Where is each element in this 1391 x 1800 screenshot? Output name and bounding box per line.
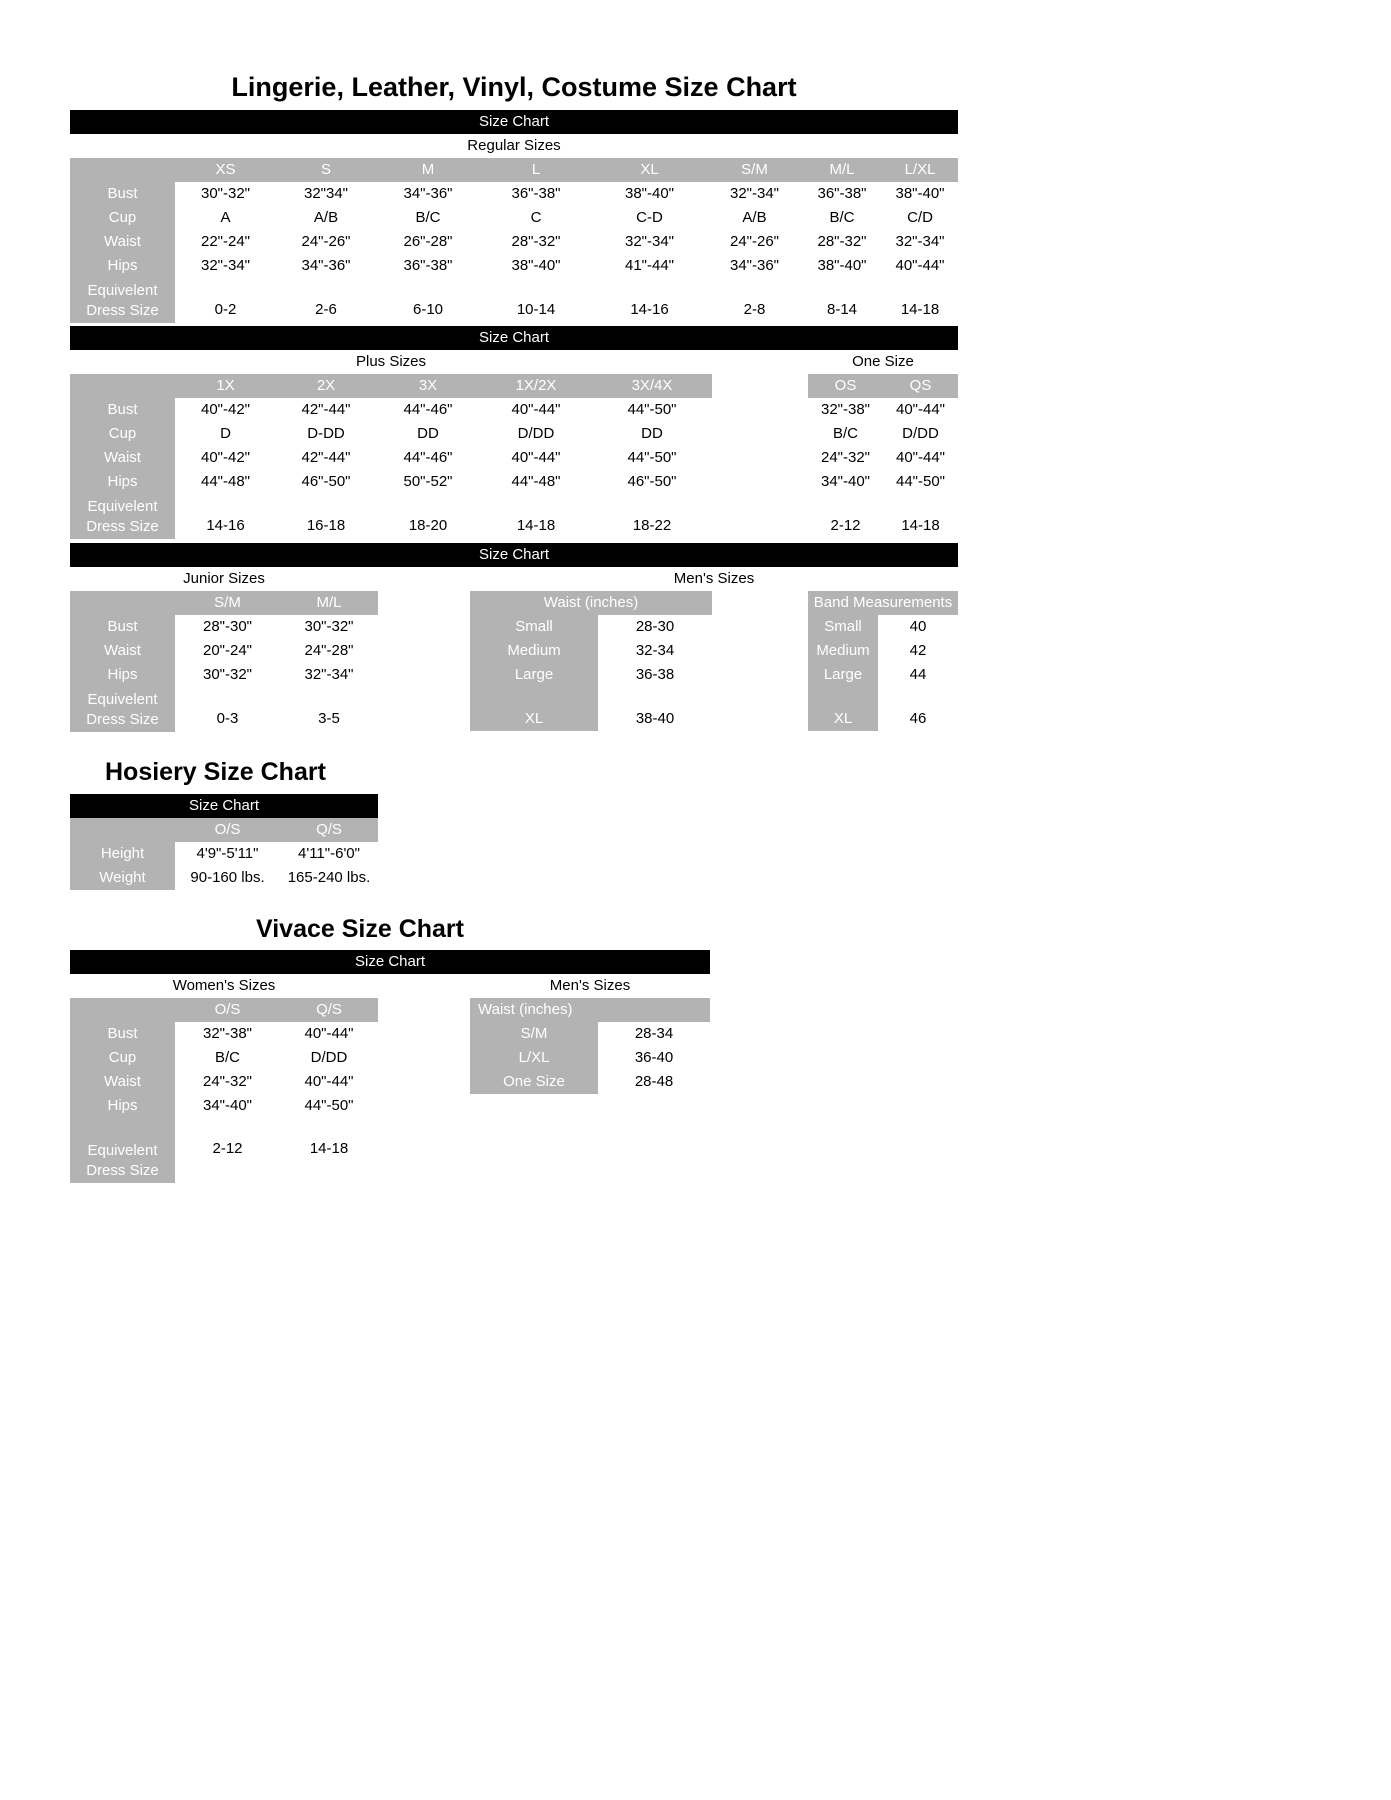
table-row: [70, 470, 958, 494]
table-cell: 32"-38": [175, 1022, 280, 1046]
table-cell: 36-38: [598, 663, 712, 687]
table-cell: 10-14: [480, 278, 592, 323]
table-cell: 36"-38": [802, 182, 882, 206]
table-cell: 20"-24": [175, 639, 280, 663]
table-cell: 40: [878, 615, 958, 639]
column-header: Q/S: [280, 818, 378, 842]
table-row: [70, 278, 958, 323]
table-cell: [712, 422, 808, 446]
table-cell: [712, 494, 808, 539]
table-cell: B/C: [802, 206, 882, 230]
corner-cell: [70, 374, 175, 398]
vivace-mens-sizes-label: Men's Sizes: [549, 977, 631, 994]
table-cell: A/B: [707, 206, 802, 230]
table-cell: B/C: [175, 1046, 280, 1070]
table-cell: 28"-32": [802, 230, 882, 254]
table-cell: 41"-44": [592, 254, 707, 278]
plus-sizes-label: Plus Sizes: [355, 353, 427, 370]
row-label: Bust: [70, 182, 175, 206]
table-cell: 14-16: [175, 494, 276, 539]
table-cell: 44"-50": [883, 470, 958, 494]
table-cell: [280, 1118, 378, 1138]
table-cell: 30"-32": [280, 615, 378, 639]
header-row: [70, 591, 378, 615]
table-cell: 28-30: [598, 615, 712, 639]
label-spacer: [712, 350, 808, 374]
column-header: S/M: [175, 591, 280, 615]
size-chart-bar: Size Chart: [70, 110, 958, 134]
table-row: [470, 1022, 710, 1046]
table-cell: 32"-34": [592, 230, 707, 254]
row-label: XL: [808, 707, 878, 731]
table-row: [70, 615, 378, 639]
header-row: [470, 591, 712, 615]
table-cell: 34"-36": [376, 182, 480, 206]
table-cell: 28-34: [598, 1022, 710, 1046]
table-row: [70, 663, 378, 687]
table-cell: 0-2: [175, 278, 276, 323]
table-cell: 44"-48": [480, 470, 592, 494]
table-cell: 46: [878, 707, 958, 731]
junior-sizes-table: [70, 591, 378, 732]
table-row: [70, 1022, 378, 1046]
table-cell: 14-18: [883, 494, 958, 539]
row-label: Waist: [70, 230, 175, 254]
row-label: S/M: [470, 1022, 598, 1046]
table-cell: 42"-44": [276, 398, 376, 422]
table-row: [70, 866, 958, 890]
table-cell: 36"-38": [376, 254, 480, 278]
table-spacer: [712, 591, 808, 732]
table-cell: 32"-34": [707, 182, 802, 206]
row-label: Bust: [70, 1022, 175, 1046]
table-row: [808, 639, 958, 663]
table-cell: 40"-44": [883, 446, 958, 470]
table-cell: A: [175, 206, 276, 230]
table-spacer: [378, 998, 470, 1183]
table-cell: 44"-46": [376, 398, 480, 422]
table-row: [70, 1138, 378, 1183]
merged-column-header: Waist (inches): [470, 591, 712, 615]
table-cell: 40"-42": [175, 446, 276, 470]
table-cell: D/DD: [883, 422, 958, 446]
table-cell: 40"-44": [480, 398, 592, 422]
corner-cell: [70, 591, 175, 615]
table-row: [470, 707, 712, 731]
column-header: XL: [592, 158, 707, 182]
corner-cell: [70, 998, 175, 1022]
table-row: [70, 446, 958, 470]
table-row: [70, 230, 958, 254]
row-label: Small: [808, 615, 878, 639]
table-row: [70, 687, 378, 732]
table-row: [70, 494, 958, 539]
plus-section-labels: [70, 350, 958, 374]
column-header: M/L: [802, 158, 882, 182]
table-cell: 18-20: [376, 494, 480, 539]
table-cell: 36-40: [598, 1046, 710, 1070]
table-cell: [712, 398, 808, 422]
row-label: Waist: [70, 446, 175, 470]
row-label: Cup: [70, 422, 175, 446]
row-label: Large: [808, 663, 878, 687]
table-cell: 34"-36": [707, 254, 802, 278]
mens-band-table: [808, 591, 958, 732]
table-cell: 44"-46": [376, 446, 480, 470]
table-cell: 2-8: [707, 278, 802, 323]
table-cell: DD: [592, 422, 712, 446]
table-cell: 40"-44": [883, 398, 958, 422]
vivace-mens-table: [470, 998, 710, 1183]
column-header: L: [480, 158, 592, 182]
row-label: XL: [470, 707, 598, 731]
table-row: [470, 1046, 710, 1070]
row-label: Equivelent Dress Size: [70, 1138, 175, 1183]
table-cell: B/C: [808, 422, 883, 446]
column-header: M/L: [280, 591, 378, 615]
table-cell: 40"-44": [280, 1022, 378, 1046]
hosiery-table: [70, 818, 958, 890]
table-spacer: [378, 591, 470, 732]
table-cell: 4'9"-5'11": [175, 842, 280, 866]
size-chart-bar: Size Chart: [70, 794, 378, 818]
table-row: [808, 707, 958, 731]
table-cell: 24"-28": [280, 639, 378, 663]
table-cell: 38"-40": [802, 254, 882, 278]
table-cell: D/DD: [480, 422, 592, 446]
mens-waist-table: [470, 591, 712, 732]
one-size-label: One Size: [852, 353, 914, 370]
table-row: [808, 615, 958, 639]
womens-sizes-label: Women's Sizes: [172, 977, 276, 994]
table-cell: 2-6: [276, 278, 376, 323]
table-cell: 28"-30": [175, 615, 280, 639]
table-cell: 32"-34": [280, 663, 378, 687]
header-row: [70, 818, 958, 842]
table-cell: [878, 687, 958, 707]
label-spacer: [378, 974, 470, 998]
table-row: [470, 687, 712, 707]
table-cell: 32"-34": [882, 230, 958, 254]
table-cell: 44: [878, 663, 958, 687]
row-label: Height: [70, 842, 175, 866]
vivace-tables-row: [70, 998, 710, 1183]
row-label: Small: [470, 615, 598, 639]
header-row: [70, 374, 958, 398]
row-label: Waist: [70, 1070, 175, 1094]
row-label: [470, 687, 598, 707]
header-row: [808, 591, 958, 615]
column-header: L/XL: [882, 158, 958, 182]
table-cell: 44"-50": [280, 1094, 378, 1118]
row-label: Cup: [70, 206, 175, 230]
row-label: Large: [470, 663, 598, 687]
table-cell: 40"-44": [280, 1070, 378, 1094]
table-cell: 14-18: [280, 1138, 378, 1183]
table-cell: 28-48: [598, 1070, 710, 1094]
row-label: Hips: [70, 254, 175, 278]
table-cell: 38"-40": [882, 182, 958, 206]
merged-column-header: Waist (inches): [470, 998, 710, 1022]
table-cell: 26"-28": [376, 230, 480, 254]
junior-sizes-label: Junior Sizes: [183, 570, 265, 587]
table-cell: 34"-40": [808, 470, 883, 494]
column-header: S/M: [707, 158, 802, 182]
table-cell: 46"-50": [592, 470, 712, 494]
size-chart-bar: Size Chart: [70, 950, 710, 974]
table-cell: 46"-50": [276, 470, 376, 494]
table-row: [470, 663, 712, 687]
table-cell: 3-5: [280, 687, 378, 732]
table-cell: 16-18: [276, 494, 376, 539]
table-cell: 42"-44": [276, 446, 376, 470]
plus-sizes-table: [70, 374, 958, 539]
row-label: Waist: [70, 639, 175, 663]
column-header: 3X/4X: [592, 374, 712, 398]
column-header: M: [376, 158, 480, 182]
junior-mens-tables-row: [70, 591, 958, 732]
header-row: [70, 158, 958, 182]
column-header: O/S: [175, 818, 280, 842]
table-cell: 32"34": [276, 182, 376, 206]
junior-mens-section-labels: [70, 567, 958, 591]
table-cell: DD: [376, 422, 480, 446]
column-header: O/S: [175, 998, 280, 1022]
table-cell: 165-240 lbs.: [280, 866, 378, 890]
header-row: [470, 998, 710, 1022]
table-row: [70, 206, 958, 230]
row-label: [808, 687, 878, 707]
row-label: Equivelent Dress Size: [70, 494, 175, 539]
table-cell: 44"-50": [592, 398, 712, 422]
table-cell: 14-16: [592, 278, 707, 323]
row-label: Hips: [70, 663, 175, 687]
table-cell: 40"-44": [480, 446, 592, 470]
row-label: [70, 1118, 175, 1138]
table-cell: 14-18: [480, 494, 592, 539]
table-cell: 24"-26": [707, 230, 802, 254]
table-cell: 40"-42": [175, 398, 276, 422]
header-row: [70, 998, 378, 1022]
table-cell: [712, 446, 808, 470]
size-chart-bar: Size Chart: [70, 543, 958, 567]
corner-cell: [70, 818, 175, 842]
table-row: [70, 1118, 378, 1138]
table-cell: 6-10: [376, 278, 480, 323]
table-row: [70, 639, 378, 663]
table-cell: 36"-38": [480, 182, 592, 206]
hosiery-title: Hosiery Size Chart: [105, 758, 326, 786]
vivace-section-labels: [70, 974, 710, 998]
table-cell: C/D: [882, 206, 958, 230]
row-label: Hips: [70, 470, 175, 494]
table-cell: 0-3: [175, 687, 280, 732]
table-cell: 14-18: [882, 278, 958, 323]
table-cell: 90-160 lbs.: [175, 866, 280, 890]
column-header: OS: [808, 374, 883, 398]
merged-column-header: Band Measurements: [808, 591, 958, 615]
table-cell: 34"-36": [276, 254, 376, 278]
table-row: [808, 663, 958, 687]
column-header: [712, 374, 808, 398]
table-row: [470, 1070, 710, 1094]
table-row: [70, 182, 958, 206]
table-cell: 44"-50": [592, 446, 712, 470]
table-cell: 30"-32": [175, 663, 280, 687]
table-cell: 4'11"-6'0": [280, 842, 378, 866]
table-cell: 18-22: [592, 494, 712, 539]
mens-sizes-label: Men's Sizes: [673, 570, 755, 587]
row-label: Equivelent Dress Size: [70, 278, 175, 323]
table-cell: 24"-26": [276, 230, 376, 254]
table-row: [70, 1070, 378, 1094]
table-cell: 42: [878, 639, 958, 663]
table-cell: B/C: [376, 206, 480, 230]
table-cell: 24"-32": [175, 1070, 280, 1094]
regular-sizes-label: Regular Sizes: [467, 137, 561, 154]
table-cell: 2-12: [808, 494, 883, 539]
table-cell: D/DD: [280, 1046, 378, 1070]
regular-sizes-table: [70, 158, 958, 323]
vivace-womens-table: [70, 998, 378, 1183]
row-label: Weight: [70, 866, 175, 890]
table-row: [808, 687, 958, 707]
table-cell: [598, 687, 712, 707]
table-cell: 32-34: [598, 639, 712, 663]
row-label: Equivelent Dress Size: [70, 687, 175, 732]
table-cell: C-D: [592, 206, 707, 230]
table-cell: D: [175, 422, 276, 446]
row-label: L/XL: [470, 1046, 598, 1070]
row-label: Hips: [70, 1094, 175, 1118]
row-label: One Size: [470, 1070, 598, 1094]
table-cell: 24"-32": [808, 446, 883, 470]
table-cell: A/B: [276, 206, 376, 230]
table-row: [70, 1046, 378, 1070]
table-cell: 34"-40": [175, 1094, 280, 1118]
table-cell: 32"-38": [808, 398, 883, 422]
table-row: [70, 842, 958, 866]
table-cell: [175, 1118, 280, 1138]
table-cell: C: [480, 206, 592, 230]
row-label: Bust: [70, 615, 175, 639]
main-title: Lingerie, Leather, Vinyl, Costume Size Chart: [231, 72, 797, 102]
table-cell: 38"-40": [480, 254, 592, 278]
size-chart-bar: Size Chart: [70, 326, 958, 350]
document-content: [70, 0, 958, 1183]
table-cell: 8-14: [802, 278, 882, 323]
row-label: Bust: [70, 398, 175, 422]
table-cell: 22"-24": [175, 230, 276, 254]
table-cell: 30"-32": [175, 182, 276, 206]
table-cell: [712, 470, 808, 494]
column-header: 1X: [175, 374, 276, 398]
vivace-title: Vivace Size Chart: [256, 915, 464, 943]
table-row: [470, 639, 712, 663]
table-cell: 50"-52": [376, 470, 480, 494]
table-row: [470, 615, 712, 639]
column-header: S: [276, 158, 376, 182]
column-header: Q/S: [280, 998, 378, 1022]
column-header: QS: [883, 374, 958, 398]
column-header: XS: [175, 158, 276, 182]
table-cell: 40"-44": [882, 254, 958, 278]
label-spacer: [378, 567, 470, 591]
table-cell: 28"-32": [480, 230, 592, 254]
row-label: Medium: [808, 639, 878, 663]
table-row: [70, 1094, 378, 1118]
row-label: Medium: [470, 639, 598, 663]
table-cell: 38"-40": [592, 182, 707, 206]
table-row: [70, 422, 958, 446]
column-header: 2X: [276, 374, 376, 398]
row-label: Cup: [70, 1046, 175, 1070]
table-cell: 38-40: [598, 707, 712, 731]
table-cell: 2-12: [175, 1138, 280, 1183]
table-cell: 32"-34": [175, 254, 276, 278]
column-header: 1X/2X: [480, 374, 592, 398]
column-header: 3X: [376, 374, 480, 398]
table-row: [70, 398, 958, 422]
table-cell: D-DD: [276, 422, 376, 446]
corner-cell: [70, 158, 175, 182]
table-row: [70, 254, 958, 278]
table-cell: 44"-48": [175, 470, 276, 494]
